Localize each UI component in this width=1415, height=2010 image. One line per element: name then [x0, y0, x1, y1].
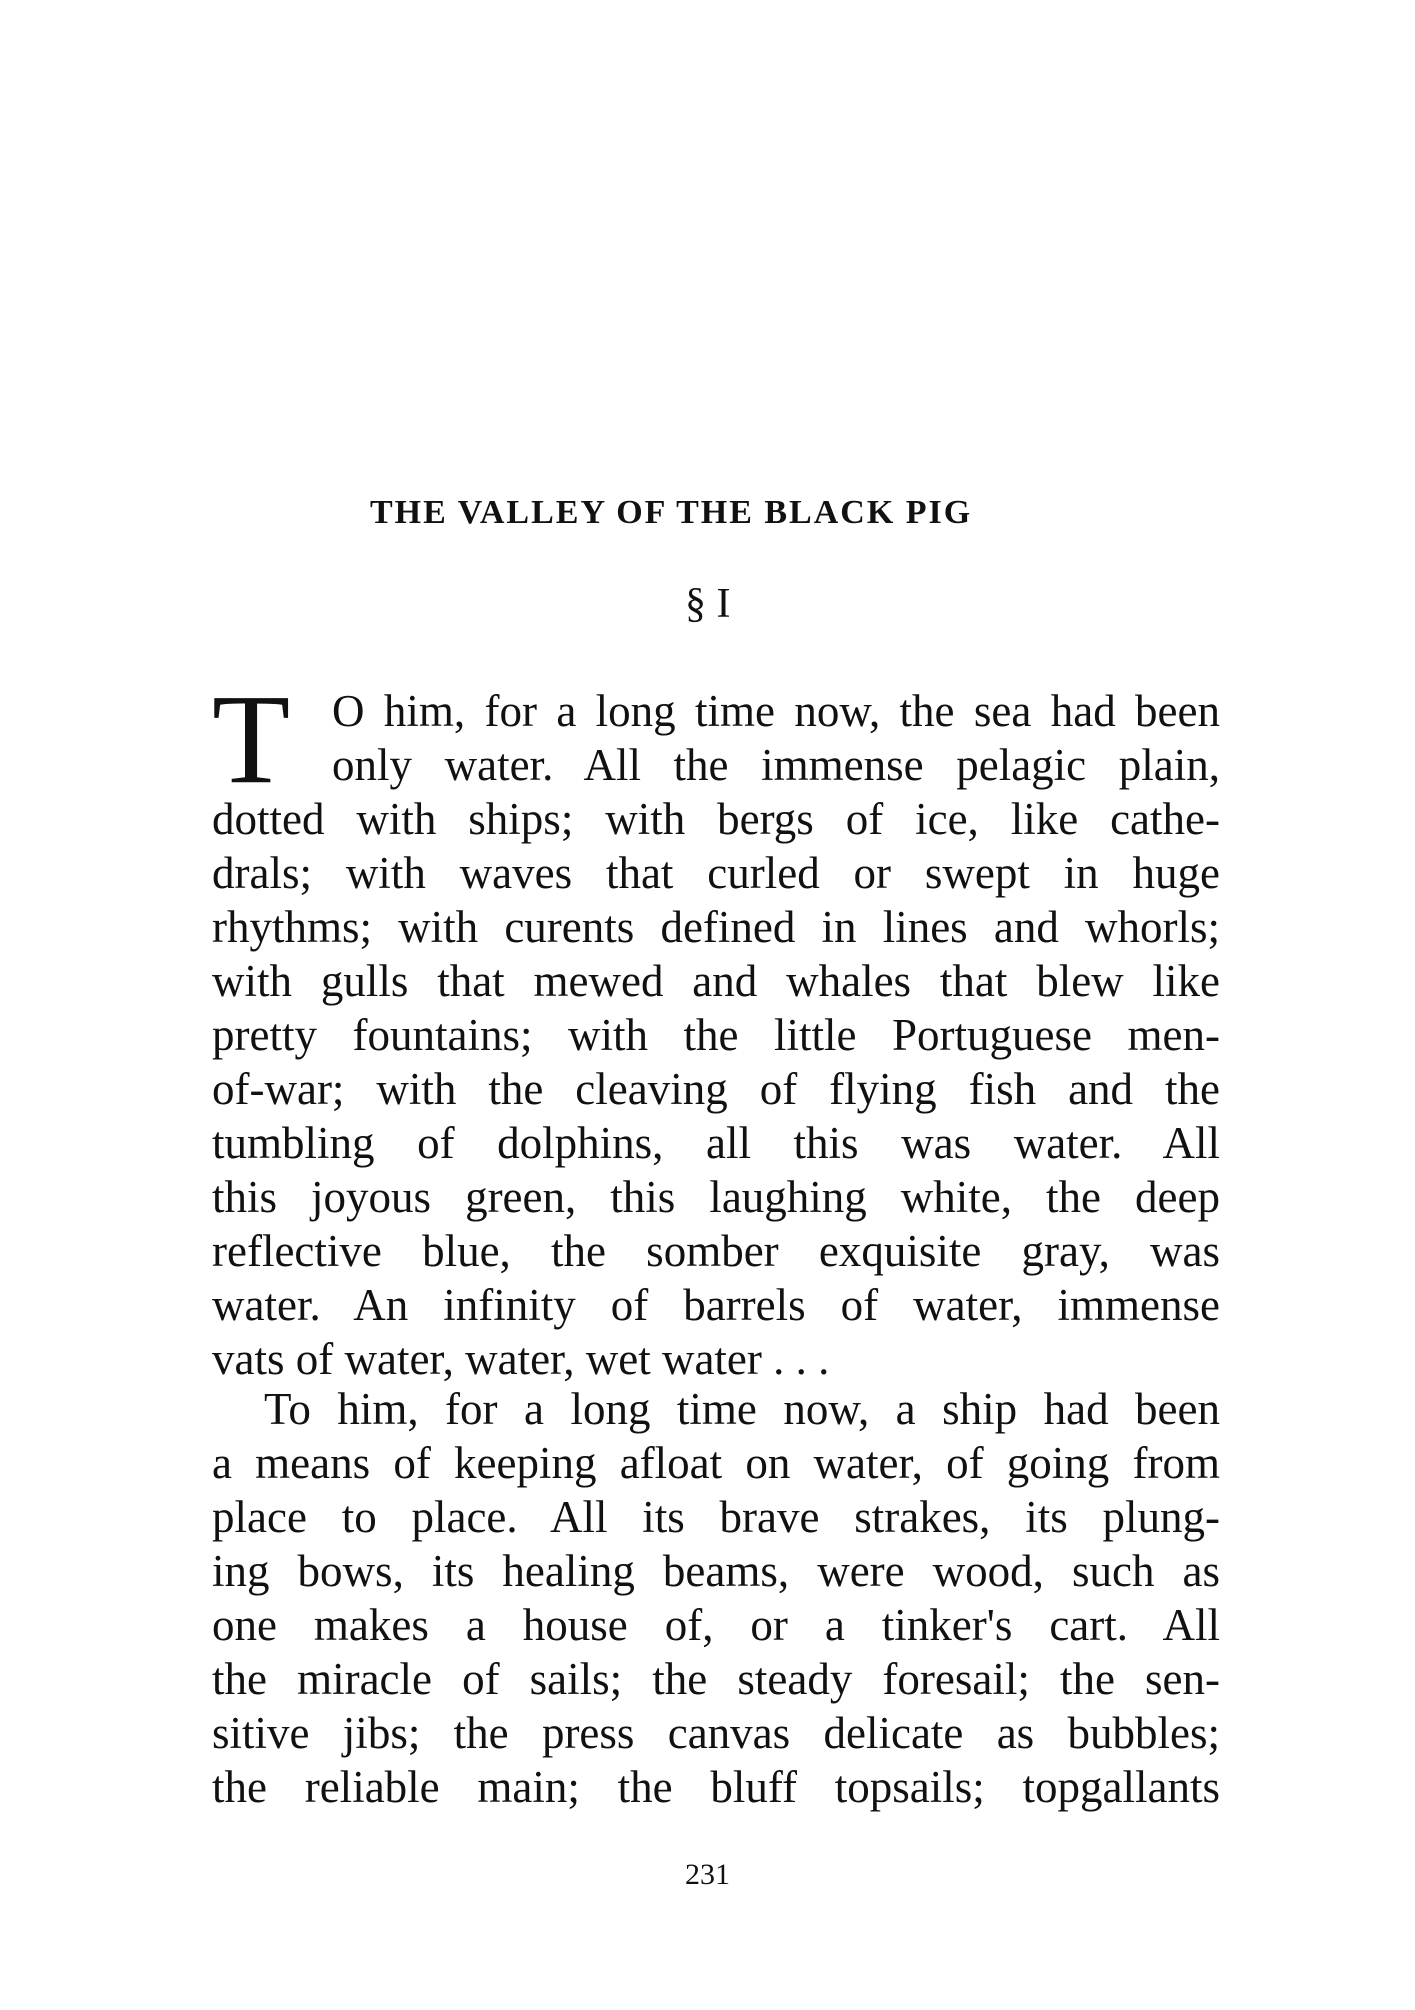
paragraph-2	[212, 1382, 1220, 1814]
text-line: vats of water, water, wet water . . .	[212, 1334, 830, 1384]
chapter-title: THE VALLEY OF THE BLACK PIG	[370, 494, 973, 531]
text-line: O him, for a long time now, the sea had been	[332, 686, 1220, 736]
text-line: drals; with waves that curled or swept in huge	[212, 848, 1220, 898]
text-line: water. An infinity of barrels of water, immense	[212, 1280, 1220, 1330]
drop-cap-letter: T	[212, 668, 291, 810]
section-number: § I	[685, 581, 731, 627]
text-line: this joyous green, this laughing white, the deep	[212, 1172, 1220, 1222]
text-line: dotted with ships; with bergs of ice, like cathe-	[212, 794, 1220, 844]
paragraph-1	[212, 684, 1220, 1386]
text-line: place to place. All its brave strakes, its plung-	[212, 1492, 1220, 1542]
text-line: tumbling of dolphins, all this was water. All	[212, 1118, 1220, 1168]
text-line: pretty fountains; with the little Portuguese men-	[212, 1010, 1220, 1060]
text-line: only water. All the immense pelagic plain,	[332, 740, 1220, 790]
text-line: rhythms; with curents defined in lines and whorls;	[212, 902, 1220, 952]
text-line: ing bows, its healing beams, were wood, such as	[212, 1546, 1220, 1596]
text-line: To him, for a long time now, a ship had been	[264, 1384, 1220, 1434]
text-line: the reliable main; the bluff topsails; topgallants	[212, 1762, 1220, 1812]
text-line: sitive jibs; the press canvas delicate as bubbles;	[212, 1708, 1220, 1758]
text-line: reflective blue, the somber exquisite gray, was	[212, 1226, 1220, 1276]
text-line: the miracle of sails; the steady foresail; the sen-	[212, 1654, 1220, 1704]
text-line: a means of keeping afloat on water, of going from	[212, 1438, 1220, 1488]
text-line: of-war; with the cleaving of flying fish and the	[212, 1064, 1220, 1114]
page-number: 231	[685, 1858, 730, 1891]
text-line: with gulls that mewed and whales that blew like	[212, 956, 1220, 1006]
text-line: one makes a house of, or a tinker's cart. All	[212, 1600, 1220, 1650]
